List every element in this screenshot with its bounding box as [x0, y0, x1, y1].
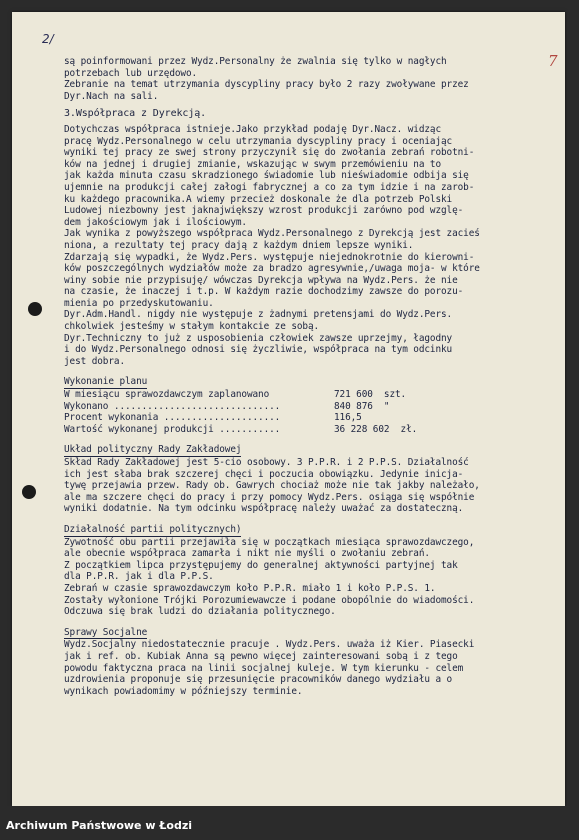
cooperation-paragraph: Jak wynika z powyższego współpraca Wydz.Personalnego z Dyrekcją jest zacieś niona, a rezultaty tej pracy dają z każdym dniem lepsze wyniki. — [64, 228, 480, 251]
plan-value: 721 600 szt. — [334, 389, 407, 401]
cooperation-paragraph: Dyr.Adm.Handl. nigdy nie występuje z żadnymi pretensjami do Wydz.Pers. chkolwiek jesteśmy w stałym kontakcie ze sobą. — [64, 309, 453, 333]
archive-name: Archiwum Państwowe w Łodzi — [6, 819, 193, 832]
section-heading-plan: Wykonanie planu — [64, 376, 148, 388]
plan-label: W miesiącu sprawozdawczym zaplanowano — [64, 389, 270, 401]
intro-line: Zebranie na temat utrzymania dyscypliny pracy było 2 razy zwoływane przez — [64, 79, 469, 91]
plan-row — [64, 424, 560, 436]
plan-value: 116,5 — [334, 412, 373, 424]
handwritten-page-mark: 7 — [548, 52, 558, 70]
plan-value: 840 876 " — [334, 400, 390, 412]
document-page — [12, 12, 565, 806]
plan-value: 36 228 602 zł. — [334, 423, 418, 435]
intro-line: Dyr.Nach na sali. — [64, 90, 159, 102]
section-heading-social: Sprawy Socjalne — [64, 626, 148, 638]
cooperation-paragraph: Zdarzają się wypadki, że Wydz.Pers. występuje niejednokrotnie do kierowni- ków poszczególnych wydziałów może za bradzo agresywnie,/uwaga moja- w które winy sobie nie przypisuję/ wówczas Dyrekcja wpływa na Wydz.Pers. że nie na czasie, że inaczej i t.p. W każdym razie dochodzimy zawsze do porozu- mienia po przedyskutowaniu. — [64, 251, 480, 309]
plan-row — [64, 389, 560, 401]
intro-block — [64, 56, 560, 102]
plan-label: Procent wykonania ..................... — [64, 412, 281, 424]
plan-table — [64, 389, 560, 435]
punch-hole — [22, 485, 36, 499]
punch-hole — [28, 302, 42, 316]
cooperation-paragraphs — [64, 124, 560, 367]
party-text: Żywotność obu partii przejawiła się w początkach miesiąca sprawozdawczego, ale obecnie współpraca zamarła i nikt nie myśli o zwołaniu zebrań. Z początkiem lipca przystępujemy do generalnej aktywności partyjnej tak dla P.P.R. jak i dla P.P.S. Zebrań w czasie sprawozdawczym koło P.P.R. miało 1 i koło P.P.S. 1. Zostały wyłonione Trójki Porozumiewawcze i podane obopólnie do wiadomości. Odczuwa się brak ludzi do działania politycznego. — [64, 536, 475, 618]
council-text: Skład Rady Zakładowej jest 5-cio osobowy. 3 P.P.R. i 2 P.P.S. Działalność ich jest słaba brak szczerej chęci i poczucia obowiązku. Jedynie inicja- tywę przejawia przew. Rady ob. Gawrych chociaż może nie tak jakby należało, ale ma szczere chęci do pracy i przy pomocy Wydz.Pers. osiąga się współnie wyniki dodatnie. Na tym odcinku współpracę należy uważać za dostateczną. — [64, 457, 480, 515]
document-body — [64, 56, 560, 697]
cooperation-paragraph: Dyr.Techniczny to już z usposobienia człowiek zawsze uprzejmy, łagodny i do Wydz.Personalnego odnosi się życzliwie, współpraca na tym odcinku jest dobra. — [64, 332, 453, 367]
section-heading-cooperation: 3.Współpraca z Dyrekcją. — [64, 108, 207, 120]
page-number: 2/ — [42, 32, 54, 46]
section-heading-party: Działalność partii politycznych) — [64, 523, 242, 535]
section-heading-council: Układ polityczny Rady Zakładowej — [64, 444, 242, 456]
plan-row — [64, 401, 560, 413]
social-text: Wydz.Socjalny niedostatecznie pracuje . Wydz.Pers. uważa iż Kier. Piasecki jak i ref. ob. Kubiak Anna są pewno więcej zainteresowani sobą i z tego powodu faktyczna praca na linii socjalnej kuleje. W tym kierunku - celem uzdrowienia proponuje się przesunięcie pracowników danego wydziału a o wynikach powiadomimy w późniejszy terminie. — [64, 639, 475, 697]
plan-label: Wartość wykonanej produkcji ........... — [64, 423, 281, 435]
intro-line: są poinformowani przez Wydz.Personalny że zwalnia się tylko w nagłych — [64, 56, 447, 67]
cooperation-paragraph: Dotychczas współpraca istnieje.Jako przykład podaję Dyr.Nacz. widząc pracę Wydz.Personalnego w celu utrzymania dyscypliny pracy i oceniając wyniki tej pracy ze swej strony przyczynił się do zwołania zebrań robotni- ków na jednej i drugiej zmianie, wskazując w swym przemówieniu na to jak każda minuta czasu skradzionego świadomie lub nieświadomie odbija się ujemnie na produkcji całej załogi fabrycznej a co za tym idzie i na zarob- ku każdego pracownika.A wiemy przecież doskonale że dla potrzeb Polski Ludowej niezbowny jest jaknajwiększy wzrost produkcji zarówno pod wzglę- dem jakościowym jak i ilościowym. — [64, 123, 475, 228]
plan-row — [64, 412, 560, 424]
intro-line: potrzebach lub urzędowo. — [64, 67, 198, 79]
plan-label: Wykonano .............................. — [64, 400, 281, 412]
archive-footer — [0, 806, 579, 840]
